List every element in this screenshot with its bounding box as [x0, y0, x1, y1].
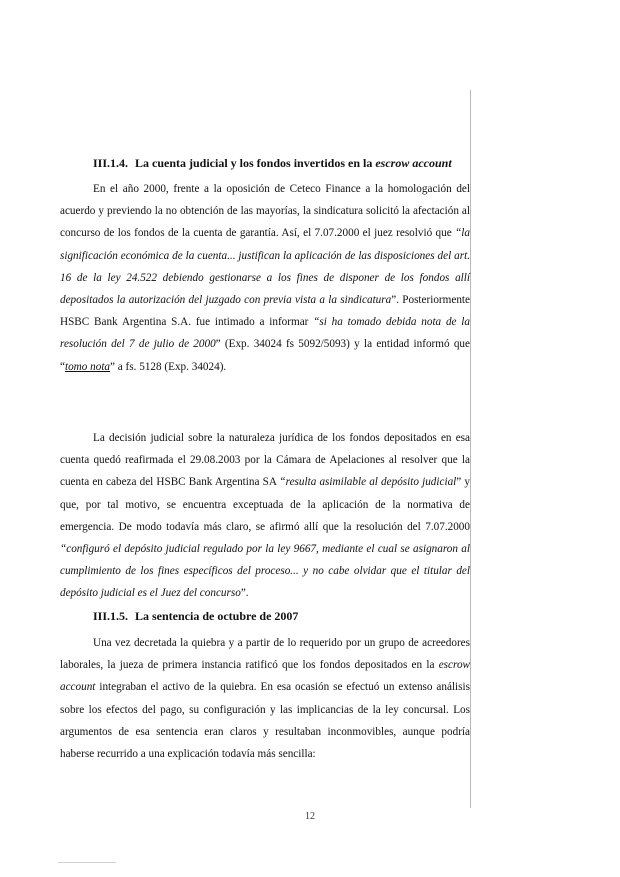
page-number: 12	[305, 811, 315, 822]
quote-run: “resulta asimilable al depósito judicial	[279, 476, 457, 489]
paragraph-decision-judicial	[60, 427, 470, 605]
text-run: integraban el activo de la quiebra. En esa ocasión se efectuó un extenso análisis sobre los efectos del pago, su configuración y las implicancias de la ley concursal. Los argumentos de esa sentencia eran claros y resultaban inconmovibles, aunque podría haberse recurrido a una explicación todavía más sencilla:	[60, 681, 470, 761]
text-run: ” (Exp. 34024 fs 5092/5093) y la entidad informó que “	[60, 338, 470, 373]
margin-rule-line	[470, 90, 471, 808]
text-run: ”. Posteriormente HSBC Bank Argentina S.A. fue intimado a informar	[60, 294, 470, 329]
quote-run: “la significación económica de la cuenta... justifican la aplicación de las disposiciones del art. 16 de la ley 24.522 debiendo gestionarse a los fines de disponer de los fondos allí depositados la autorización del juzgado con previa vista a la sindicatura	[60, 227, 470, 307]
text-run: Una vez decretada la quiebra y a partir de lo requerido por un grupo de acreedores laborales, la jueza de primera instancia ratificó que los fondos depositados en la	[60, 637, 470, 672]
text-run: ” y que, por tal motivo, se encuentra exceptuada de la aplicación de la normativa de emergencia. De modo todavía más claro, se afirmó allí que la resolución del 7.07.2000	[60, 476, 470, 533]
text-run: ” a fs. 5128 (Exp. 34024).	[110, 360, 227, 373]
text-run: La decisión judicial sobre la naturaleza jurídica de los fondos depositados en esa cuenta quedó reafirmada el 29.08.2003 por la Cámara de Apelaciones al resolver que la cuenta en cabeza del HSBC Bank Argentina SA	[60, 432, 470, 489]
paragraph-cuenta-judicial	[60, 178, 470, 378]
bottom-scan-line	[58, 862, 116, 863]
section-title-italic: escrow account	[375, 156, 452, 170]
section-heading-III-1-5	[93, 608, 298, 624]
paragraph-sentencia	[60, 632, 470, 765]
section-title: La sentencia de octubre de 2007	[135, 609, 299, 623]
quote-underlined: tomo nota	[64, 360, 111, 373]
quote-run: “si ha tomado debida nota de la resolución del 7 de julio de 2000	[60, 316, 470, 351]
quote-run: “configuró el depósito judicial regulado por la ley 9667, mediante el cual se asignaron al cumplimiento de los fines específicos del proceso... y no cabe olvidar que el titular del depósito judicial es el Juez del concurso	[60, 543, 470, 600]
section-number: III.1.4.	[93, 156, 129, 170]
text-run: En el año 2000, frente a la oposición de Ceteco Finance a la homologación del acuerdo y previendo la no obtención de las mayorías, la sindicatura solicitó la afectación al concurso de los fondos de la cuenta de garantía. Así, el 7.07.2000 el juez resolvió que	[60, 183, 470, 240]
text-run: ”.	[240, 587, 249, 600]
section-number: III.1.5.	[93, 609, 129, 623]
italic-term: escrow account	[60, 659, 470, 694]
section-heading-III-1-4	[93, 155, 452, 171]
section-title: La cuenta judicial y los fondos invertidos en la	[135, 156, 376, 170]
